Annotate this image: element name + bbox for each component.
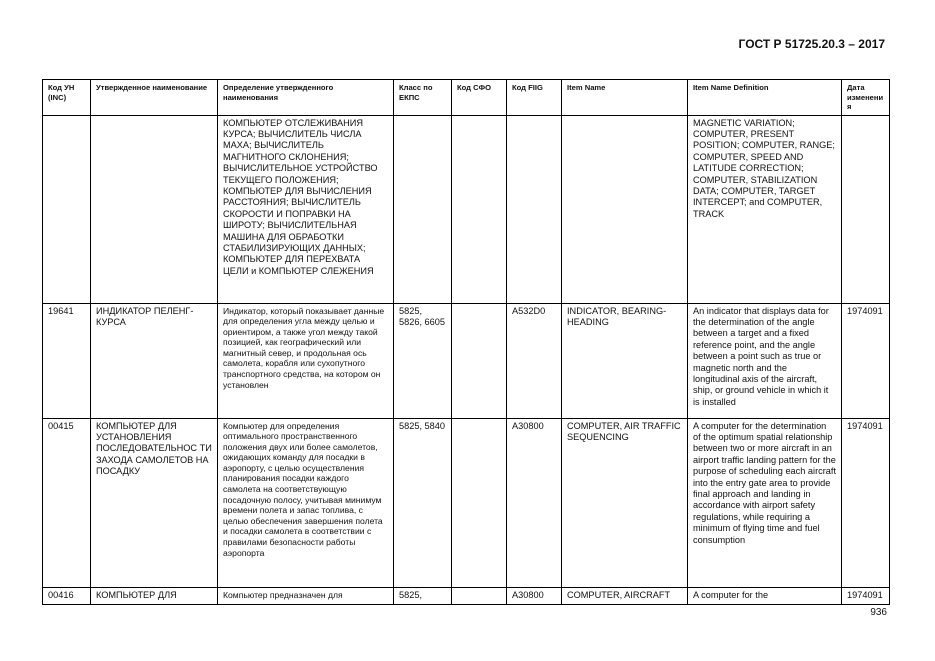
col-header-change-date: Дата изменения bbox=[842, 80, 890, 116]
cell-inc: 00415 bbox=[43, 418, 91, 587]
cell-definition: КОМПЬЮТЕР ОТСЛЕЖИВАНИЯ КУРСА; ВЫЧИСЛИТЕЛЬ ЧИСЛА МАХА; ВЫЧИСЛИТЕЛЬ МАГНИТНОГО СКЛОНЕНИЯ; ВЫЧИСЛИТЕЛЬНОЕ УСТРОЙСТВО ТЕКУЩЕГО ПОЛОЖЕНИЯ; КОМПЬЮТЕР ДЛЯ ВЫЧИСЛЕНИЯ РАССТОЯНИЯ; ВЫЧИСЛИТЕЛЬ СКОРОСТИ И ПОПРАВКИ НА ШИРОТУ; ВЫЧИСЛИТЕЛЬНАЯ МАШИНА ДЛЯ ОБРАБОТКИ СТАБИЛИЗИРУЮЩИХ ДАННЫХ; КОМПЬЮТЕР ДЛЯ ПЕРЕХВАТА ЦЕЛИ и КОМПЬЮТЕР СЛЕЖЕНИЯ bbox=[218, 115, 394, 303]
cell-item-definition: An indicator that displays data for the determination of the angle between a target and a fixed reference point, and the angle between a point such as true or magnetic north and the longitudinal axis of the aircraft, ship, or ground vehicle in which it is installed bbox=[688, 303, 842, 418]
col-header-item-definition: Item Name Definition bbox=[688, 80, 842, 116]
table-header-row bbox=[43, 80, 890, 116]
cell-fiig: A30800 bbox=[507, 587, 562, 604]
cell-item-name: COMPUTER, AIRCRAFT bbox=[562, 587, 688, 604]
col-header-approved-name: Утвержденное наименование bbox=[91, 80, 218, 116]
cell-inc: 19641 bbox=[43, 303, 91, 418]
cell-name: ИНДИКАТОР ПЕЛЕНГ-КУРСА bbox=[91, 303, 218, 418]
table-row bbox=[43, 587, 890, 604]
table-row bbox=[43, 115, 890, 303]
cell-name: КОМПЬЮТЕР ДЛЯ УСТАНОВЛЕНИЯ ПОСЛЕДОВАТЕЛЬНОС ТИ ЗАХОДА САМОЛЕТОВ НА ПОСАДКУ bbox=[91, 418, 218, 587]
cell-class: 5825, bbox=[394, 587, 452, 604]
cell-sfo bbox=[452, 303, 507, 418]
cell-item-definition: A computer for the bbox=[688, 587, 842, 604]
cell-name: КОМПЬЮТЕР ДЛЯ bbox=[91, 587, 218, 604]
cell-class: 5825, 5826, 6605 bbox=[394, 303, 452, 418]
cell-sfo bbox=[452, 418, 507, 587]
col-header-sfo: Код СФО bbox=[452, 80, 507, 116]
cell-item-definition: A computer for the determination of the optimum spatial relationship between two or more aircraft in an airport traffic landing pattern for the purpose of scheduling each aircraft into the entry gate area to provide final approach and landing in accordance with airport safety regulations, while requiring a minimum of flying time and fuel consumption bbox=[688, 418, 842, 587]
cell-fiig: A532D0 bbox=[507, 303, 562, 418]
cell-class bbox=[394, 115, 452, 303]
table-row bbox=[43, 303, 890, 418]
classifier-table bbox=[42, 79, 890, 605]
cell-class: 5825, 5840 bbox=[394, 418, 452, 587]
col-header-fiig: Код FIIG bbox=[507, 80, 562, 116]
cell-fiig bbox=[507, 115, 562, 303]
col-header-definition: Определение утвержденного наименования bbox=[218, 80, 394, 116]
page-number: 936 bbox=[870, 607, 887, 618]
cell-fiig: A30800 bbox=[507, 418, 562, 587]
cell-definition: Компьютер предназначен для bbox=[218, 587, 394, 604]
cell-item-name: INDICATOR, BEARING-HEADING bbox=[562, 303, 688, 418]
cell-inc bbox=[43, 115, 91, 303]
col-header-class: Класс по ЕКПС bbox=[394, 80, 452, 116]
cell-definition: Индикатор, который показывает данные для определения угла между целью и ориентиром, а также угол между такой позицией, как географический или магнитный север, и продольная ось самолета, корабля или сухопутного транспортного средства, на котором он установлен bbox=[218, 303, 394, 418]
col-header-item-name: Item Name bbox=[562, 80, 688, 116]
cell-item-name: COMPUTER, AIR TRAFFIC SEQUENCING bbox=[562, 418, 688, 587]
cell-date: 1974091 bbox=[842, 303, 890, 418]
cell-definition: Компьютер для определения оптимального пространственного положения двух или более самолетов, ожидающих команду для посадки в аэропорту, с целью осуществления планирования посадки каждого самолета на соответствующую посадочную полосу, учитывая минимум времени полета и запас топлива, с целью обеспечения завершения полета и посадки самолета в соответствии с правилами безопасности работы аэропорта bbox=[218, 418, 394, 587]
cell-name bbox=[91, 115, 218, 303]
cell-inc: 00416 bbox=[43, 587, 91, 604]
cell-date: 1974091 bbox=[842, 587, 890, 604]
document-code: ГОСТ Р 51725.20.3 – 2017 bbox=[738, 37, 885, 51]
cell-date bbox=[842, 115, 890, 303]
cell-item-name bbox=[562, 115, 688, 303]
cell-sfo bbox=[452, 115, 507, 303]
table-row bbox=[43, 418, 890, 587]
cell-item-definition: MAGNETIC VARIATION; COMPUTER, PRESENT POSITION; COMPUTER, RANGE; COMPUTER, SPEED AND LATITUDE CORRECTION; COMPUTER, STABILIZATION DATA; COMPUTER, TARGET INTERCEPT; and COMPUTER, TRACK bbox=[688, 115, 842, 303]
cell-date: 1974091 bbox=[842, 418, 890, 587]
col-header-inc: Код УН (INC) bbox=[43, 80, 91, 116]
cell-sfo bbox=[452, 587, 507, 604]
